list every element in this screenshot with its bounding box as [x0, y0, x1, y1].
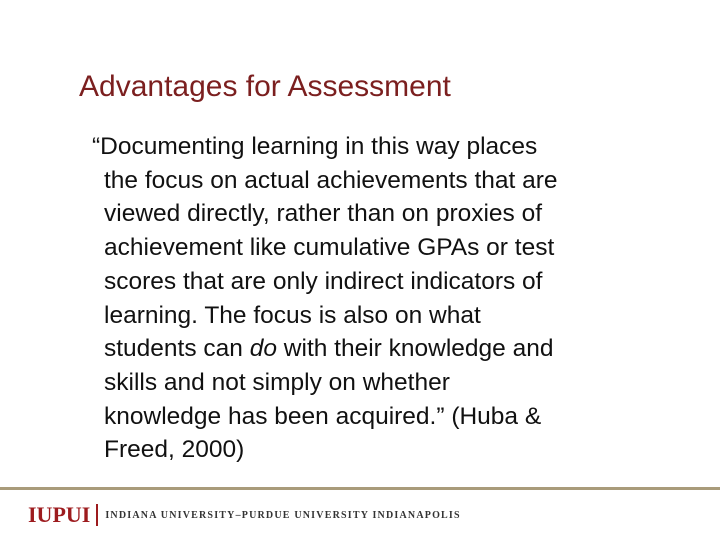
quote-text — [92, 130, 664, 467]
quote-fragment: students can — [104, 335, 250, 363]
quote-line: “Documenting learning in this way places — [92, 133, 538, 160]
quote-emphasis: do — [249, 335, 277, 363]
quote-line: scores that are only indirect indicators of — [104, 267, 543, 295]
quote-line: skills and not simply on whether — [104, 368, 450, 396]
institution-name: INDIANA UNIVERSITY–PURDUE UNIVERSITY INDIANAPOLIS — [105, 509, 461, 521]
quote-fragment: with their knowledge and — [277, 335, 554, 363]
quote-line: knowledge has been acquired.” (Huba & — [104, 402, 542, 430]
quote-line: viewed directly, rather than on proxies of — [104, 200, 543, 228]
quote-line: learning. The focus is also on what — [104, 301, 481, 329]
footer-divider — [0, 487, 720, 490]
iupui-logo: IUPUI — [28, 504, 98, 526]
quote-line — [104, 332, 664, 366]
quote-line: the focus on actual achievements that are — [104, 166, 558, 194]
footer — [28, 504, 461, 526]
slide-title: Advantages for Assessment — [79, 70, 451, 103]
quote-line: Freed, 2000) — [104, 436, 245, 464]
quote-line: achievement like cumulative GPAs or test — [104, 234, 555, 262]
